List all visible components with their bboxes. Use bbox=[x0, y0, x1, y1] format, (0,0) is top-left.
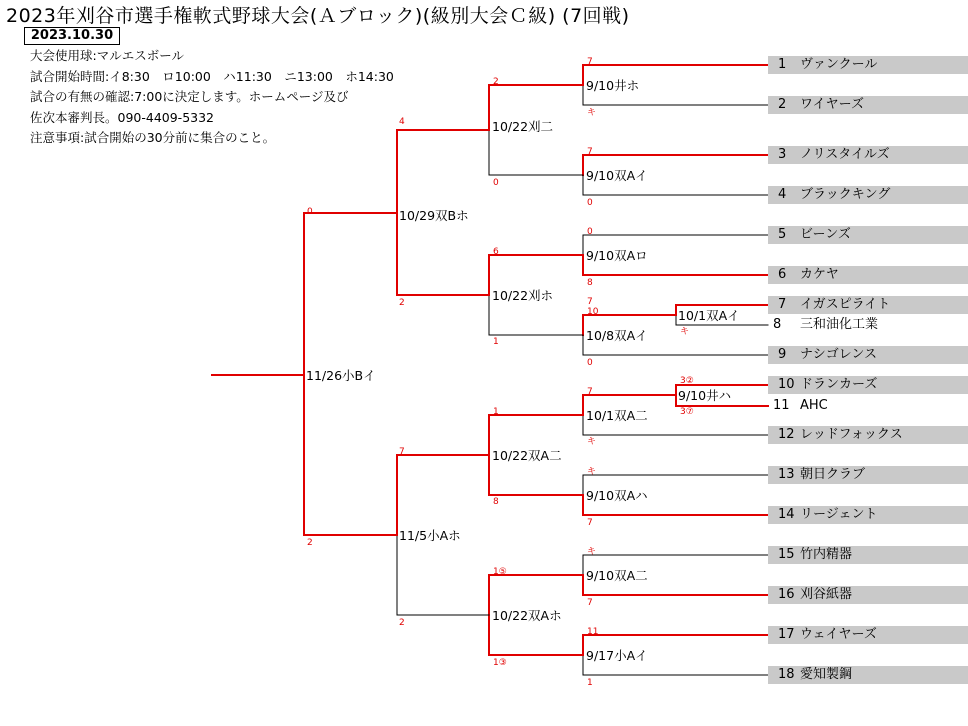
score-label: キ bbox=[680, 327, 690, 337]
team-entry-8[interactable] bbox=[768, 316, 968, 334]
score-label: 8 bbox=[493, 497, 499, 507]
team-name: 三和油化工業 bbox=[800, 317, 879, 332]
team-number: 1 bbox=[778, 57, 787, 72]
team-name: ワイヤーズ bbox=[800, 97, 864, 112]
match-label: 10/1双Aイ bbox=[678, 308, 740, 323]
team-number: 6 bbox=[778, 267, 787, 282]
team-name: ノリスタイルズ bbox=[800, 147, 890, 162]
score-label: 8 bbox=[587, 278, 593, 288]
match-label: 10/22刈二 bbox=[492, 119, 554, 134]
team-name: レッドフォックス bbox=[800, 427, 903, 442]
team-entry-13[interactable] bbox=[768, 466, 968, 484]
score-label: 0 bbox=[307, 207, 313, 217]
team-number: 11 bbox=[773, 398, 790, 413]
score-label: 7 bbox=[399, 447, 405, 457]
team-entry-2[interactable] bbox=[768, 96, 968, 114]
team-entry-3[interactable] bbox=[768, 146, 968, 164]
team-number: 12 bbox=[778, 427, 795, 442]
score-label: 10 bbox=[587, 307, 599, 317]
team-number: 5 bbox=[778, 227, 787, 242]
score-label: 6 bbox=[493, 247, 499, 257]
team-entry-16[interactable] bbox=[768, 586, 968, 604]
team-name: ヴァンクール bbox=[800, 57, 878, 72]
match-label: 10/1双A二 bbox=[586, 408, 648, 423]
score-label: 0 bbox=[493, 178, 499, 188]
match-label: 11/5小Aホ bbox=[399, 528, 461, 543]
team-number: 3 bbox=[778, 147, 787, 162]
match-label: 9/10双Aハ bbox=[586, 488, 648, 503]
team-number: 16 bbox=[778, 587, 795, 602]
score-label: 1 bbox=[587, 678, 593, 688]
score-label: 7 bbox=[587, 147, 593, 157]
score-label: キ bbox=[587, 467, 597, 477]
score-label: 7 bbox=[587, 297, 593, 307]
page-title: 2023年刈谷市選手権軟式野球大会(Ａブロック)(級別大会Ｃ級) (7回戦) bbox=[6, 5, 630, 27]
team-entry-15[interactable] bbox=[768, 546, 968, 564]
score-label: 11 bbox=[587, 627, 599, 637]
date-badge: 2023.10.30 bbox=[24, 27, 120, 45]
match-label: 10/22刈ホ bbox=[492, 288, 554, 303]
team-name: AHC bbox=[800, 398, 828, 413]
match-label: 11/26小Bイ bbox=[306, 368, 376, 383]
note-line-umpire: 佐次本審判長。090-4409-5332 bbox=[30, 109, 215, 125]
match-label: 10/8双Aイ bbox=[586, 328, 648, 343]
team-entry-10[interactable] bbox=[768, 376, 968, 394]
score-label: 2 bbox=[399, 618, 405, 628]
score-label: 3② bbox=[680, 376, 694, 386]
team-number: 2 bbox=[778, 97, 787, 112]
team-number: 8 bbox=[773, 317, 782, 332]
score-label: 4 bbox=[399, 117, 405, 127]
score-label: 1 bbox=[493, 407, 499, 417]
match-label: 10/22双Aホ bbox=[492, 608, 562, 623]
team-entry-1[interactable] bbox=[768, 56, 968, 74]
team-name: ウェイヤーズ bbox=[800, 627, 877, 642]
team-entry-18[interactable] bbox=[768, 666, 968, 684]
match-label: 9/10双A二 bbox=[586, 568, 648, 583]
team-number: 17 bbox=[778, 627, 795, 642]
score-label: 0 bbox=[587, 227, 593, 237]
score-label: キ bbox=[587, 108, 597, 118]
team-entry-7[interactable] bbox=[768, 296, 968, 314]
score-label: 7 bbox=[587, 387, 593, 397]
team-name: ブラックキング bbox=[800, 187, 891, 202]
note-line-caution: 注意事項:試合開始の30分前に集合のこと。 bbox=[30, 130, 276, 145]
score-label: キ bbox=[587, 547, 597, 557]
team-number: 13 bbox=[778, 467, 795, 482]
score-label: 1 bbox=[493, 337, 499, 347]
score-label: 7 bbox=[587, 57, 593, 67]
score-label: 1③ bbox=[493, 658, 507, 668]
team-number: 9 bbox=[778, 347, 787, 362]
team-number: 14 bbox=[778, 507, 795, 522]
note-line-confirmation: 試合の有無の確認:7:00に決定します。ホームページ及び bbox=[30, 89, 349, 104]
team-entry-4[interactable] bbox=[768, 186, 968, 204]
team-name: ドランカーズ bbox=[800, 377, 878, 392]
team-entry-17[interactable] bbox=[768, 626, 968, 644]
team-entry-11[interactable] bbox=[768, 397, 968, 415]
score-label: 7 bbox=[587, 518, 593, 528]
score-label: 2 bbox=[307, 538, 313, 548]
match-label: 9/17小Aイ bbox=[586, 648, 648, 663]
team-entry-5[interactable] bbox=[768, 226, 968, 244]
note-line-start-times: 試合開始時間:イ8:30 ロ10:00 ハ11:30 ニ13:00 ホ14:30 bbox=[30, 68, 394, 84]
team-name: 愛知製鋼 bbox=[800, 667, 853, 682]
team-number: 18 bbox=[778, 667, 795, 682]
score-label: 0 bbox=[587, 358, 593, 368]
match-label: 9/10双Aイ bbox=[586, 168, 648, 183]
team-name: 朝日クラブ bbox=[800, 467, 866, 482]
score-label: 1⑤ bbox=[493, 567, 507, 577]
team-entry-9[interactable] bbox=[768, 346, 968, 364]
match-label: 9/10井ハ bbox=[678, 388, 732, 403]
match-label: 9/10双Aロ bbox=[586, 248, 648, 263]
score-label: 2 bbox=[399, 298, 405, 308]
team-name: イガスピライト bbox=[800, 297, 891, 312]
score-label: 0 bbox=[587, 198, 593, 208]
score-label: 2 bbox=[493, 77, 499, 87]
team-entry-6[interactable] bbox=[768, 266, 968, 284]
score-label: キ bbox=[587, 437, 597, 447]
match-label: 10/22双A二 bbox=[492, 448, 562, 463]
team-entry-14[interactable] bbox=[768, 506, 968, 524]
team-entry-12[interactable] bbox=[768, 426, 968, 444]
score-label: 7 bbox=[587, 598, 593, 608]
team-name: リージェント bbox=[800, 507, 878, 522]
team-number: 10 bbox=[778, 377, 795, 392]
team-name: ナシゴレンス bbox=[800, 347, 878, 362]
team-number: 7 bbox=[778, 297, 787, 312]
team-number: 4 bbox=[778, 187, 787, 202]
team-name: カケヤ bbox=[800, 267, 839, 282]
match-label: 10/29双Bホ bbox=[399, 208, 469, 223]
score-label: 3⑦ bbox=[680, 407, 694, 417]
team-name: ビーンズ bbox=[800, 227, 851, 242]
note-line-ball: 大会使用球:マルエスボール bbox=[30, 48, 184, 63]
team-name: 刈谷紙器 bbox=[800, 587, 853, 602]
team-number: 15 bbox=[778, 547, 795, 562]
team-name: 竹内精器 bbox=[800, 547, 853, 562]
match-label: 9/10井ホ bbox=[586, 78, 640, 93]
